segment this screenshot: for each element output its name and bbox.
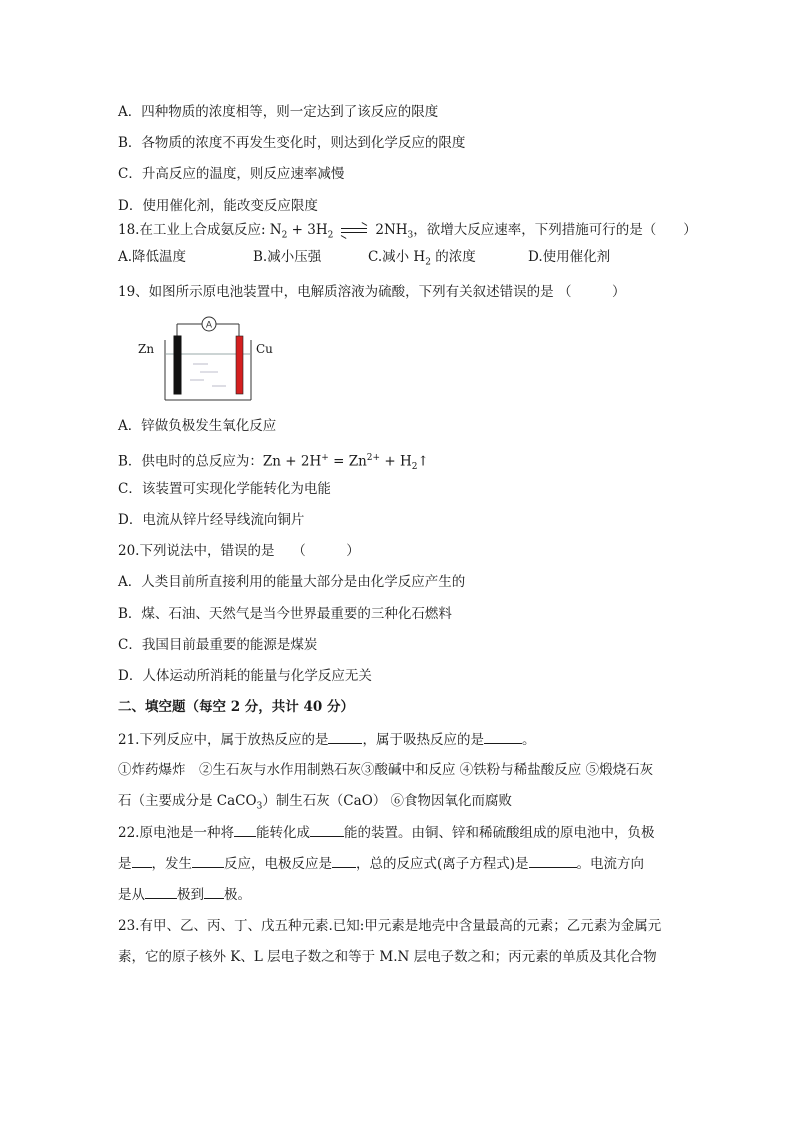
q17-option-d: D．使用催化剂，能改变反应限度	[118, 198, 318, 214]
q22-line-1: 22.原电池是一种将 能转化成 能的装置。由铜、锌和稀硫酸组成的原电池中，负极	[118, 822, 654, 843]
answer-blank[interactable]	[328, 729, 362, 744]
q20-option-d: D．人体运动所消耗的能量与化学反应无关	[118, 668, 372, 684]
q19-option-a: A．锌做负极发生氧化反应	[118, 418, 277, 434]
q19-stem: 19、如图所示原电池装置中，电解质溶液为硫酸，下列有关叙述错误的是 （ ）	[118, 284, 626, 300]
q21-stem: 21.下列反应中，属于放热反应的是 ，属于吸热反应的是 。	[118, 729, 535, 750]
q19-option-d: D．电流从锌片经导线流向铜片	[118, 512, 305, 528]
q17-option-c: C．升高反应的温度，则反应速率减慢	[118, 166, 345, 182]
copper-electrode	[236, 336, 243, 394]
q18-option-b: B.减小压强	[253, 249, 322, 265]
cu-label: Cu	[256, 342, 273, 356]
section-heading: 二、填空题（每空 2 分，共计 40 分）	[118, 699, 354, 715]
answer-blank[interactable]	[234, 822, 256, 837]
answer-blank[interactable]	[145, 884, 177, 899]
answer-blank[interactable]	[192, 853, 224, 868]
q20-option-c: C．我国目前最重要的能源是煤炭	[118, 637, 318, 653]
q18-option-a: A.降低温度	[118, 249, 187, 265]
zinc-electrode	[174, 336, 181, 394]
answer-blank[interactable]	[310, 822, 344, 837]
q22-line-2: 是 ，发生 反应，电极反应是 ，总的反应式(离子方程式)是 。电流方向	[118, 853, 644, 874]
q21-reactions-line-2: 石（主要成分是 CaCO$_3$）制生石灰（CaO） ⑥食物因氧化而腐败	[118, 793, 513, 812]
q23-line-1: 23.有甲、乙、丙、丁、戊五种元素.已知:甲元素是地壳中含量最高的元素；乙元素为金属元	[118, 918, 662, 934]
galvanic-cell-diagram	[118, 312, 298, 407]
q19-option-b: B．供电时的总反应为：$Zn + 2H^+ = Zn^{2+}$ + $H_2↑$	[118, 453, 429, 473]
q19-option-c: C．该装置可实现化学能转化为电能	[118, 481, 331, 497]
answer-blank[interactable]	[332, 853, 356, 868]
q21-reactions-line-1: ①炸药爆炸 ②生石灰与水作用制熟石灰③酸碱中和反应 ④铁粉与稀盐酸反应 ⑤煅烧石灰	[118, 762, 654, 778]
q20-option-a: A．人类目前所直接利用的能量大部分是由化学反应产生的	[118, 574, 466, 590]
q18-option-d: D.使用催化剂	[528, 249, 611, 265]
q18-stem: 18.在工业上合成氨反应: $N_2 + 3H_2$ $2NH_3$，欲增大反应速率，下列措施可行的是（ ）	[118, 222, 697, 241]
q17-option-b: B．各物质的浓度不再发生变化时，则达到化学反应的限度	[118, 135, 466, 151]
q20-stem: 20.下列说法中，错误的是 （ ）	[118, 543, 360, 559]
answer-blank[interactable]	[204, 884, 224, 899]
q18-option-c: C.减小 $H_2$ 的浓度	[368, 249, 476, 268]
q20-option-b: B．煤、石油、天然气是当今世界最重要的三种化石燃料	[118, 606, 452, 622]
zn-label: Zn	[138, 342, 155, 356]
answer-blank[interactable]	[132, 853, 152, 868]
answer-blank[interactable]	[529, 853, 577, 868]
q17-option-a: A．四种物质的浓度相等，则一定达到了该反应的限度	[118, 104, 439, 120]
answer-blank[interactable]	[484, 729, 522, 744]
equilibrium-arrow-icon	[341, 226, 367, 236]
q22-line-3: 是从 极到 极。	[118, 884, 251, 905]
q23-line-2: 素，它的原子核外 K、L 层电子数之和等于 M.N 层电子数之和；丙元素的单质及其化合物	[118, 949, 657, 965]
svg-text:A: A	[205, 320, 213, 331]
